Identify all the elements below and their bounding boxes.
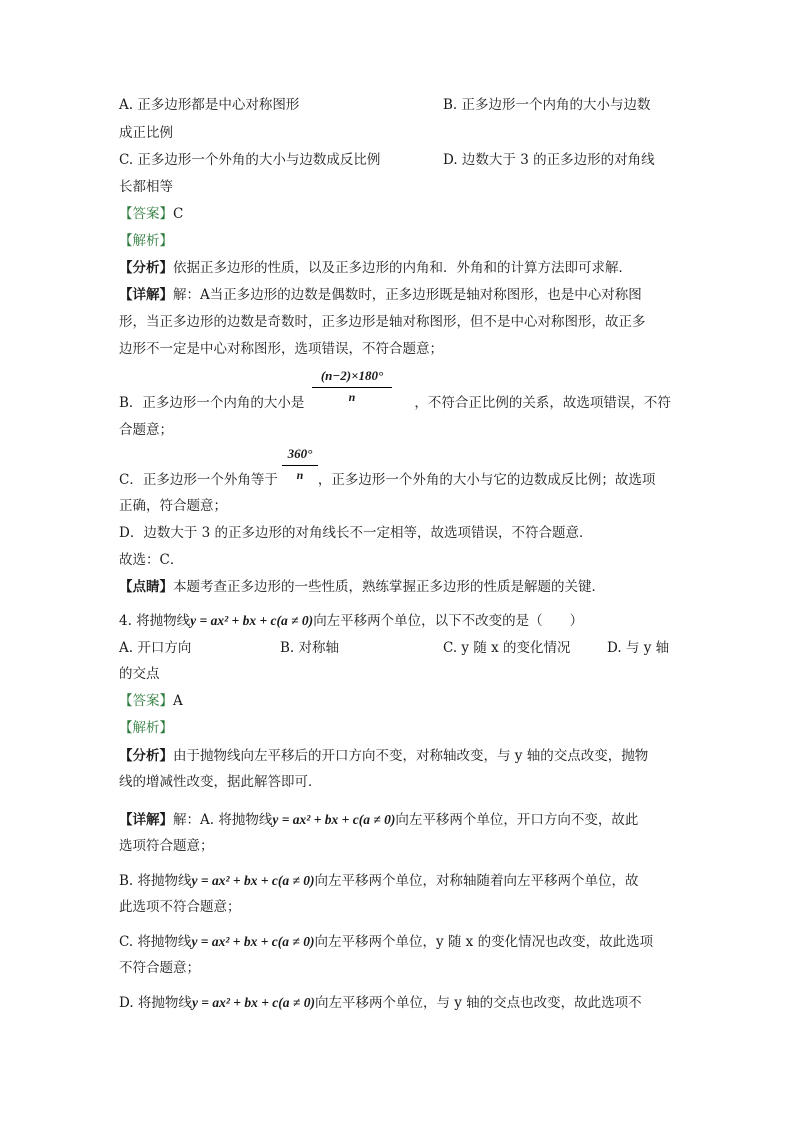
- q4-option-d-cont: 的交点: [119, 666, 160, 682]
- q4-option-a: A. 开口方向: [119, 640, 192, 656]
- q3-answer-line: [119, 205, 183, 223]
- q3-xiangjie-3: 边形不一定是中心对称图形，选项错误，不符合题意；: [119, 341, 443, 357]
- q3-b-explain-2: 合题意；: [119, 422, 173, 438]
- q4-analysis-tag: 【解析】: [119, 720, 173, 736]
- q4-xiangjie-c: C. 将抛物线y = ax² + bx + c(a ≠ 0)向左平移两个单位，y 随 x 的变化情况也改变，故此选项: [119, 934, 654, 950]
- q3-option-b-cont: 成正比例: [119, 125, 173, 141]
- q3-fenxi: 【分析】依据正多边形的性质，以及正多边形的内角和．外角和的计算方法即可求解．: [119, 260, 632, 276]
- q3-b-explain: B．正多边形一个内角的大小是 ，不符合正比例的关系，故选项错误，不符: [119, 395, 671, 411]
- q4-answer: A: [173, 693, 183, 709]
- q3-conclusion: 故选：C．: [119, 552, 184, 568]
- fraction-numerator: 360°: [287, 446, 313, 461]
- q3-dianjing: 【点睛】本题考查正多边形的一些性质，熟练掌握正多边形的性质是解题的关键．: [119, 579, 605, 595]
- q4-option-d: D. 与 y 轴: [607, 640, 670, 656]
- q3-option-a: A. 正多边形都是中心对称图形: [119, 97, 300, 113]
- q4-xiangjie-d: D. 将抛物线y = ax² + bx + c(a ≠ 0)向左平移两个单位，与 y 轴的交点也改变，故此选项不: [119, 995, 642, 1011]
- q4-option-b: B. 对称轴: [280, 640, 340, 656]
- fraction-denominator: n: [348, 390, 356, 404]
- q3-d-explain: D．边数大于 3 的正多边形的对角线长不一定相等，故选项错误，不符合题意．: [119, 525, 593, 541]
- q3-xiangjie: 【详解】解：A当正多边形的边数是偶数时，正多边形既是轴对称图形，也是中心对称图: [119, 287, 642, 303]
- parabola-formula: y = ax² + bx + c(a ≠ 0): [191, 934, 315, 949]
- q3-option-d: D. 边数大于 3 的正多边形的对角线: [443, 152, 655, 168]
- fraction-denominator: n: [296, 468, 304, 482]
- q3-analysis-tag: 【解析】: [119, 233, 173, 249]
- q4-answer-line: 【答案】A: [119, 693, 183, 709]
- outer-angle-fraction: [282, 446, 318, 483]
- q3-c-explain-2: 正确，符合题意；: [119, 498, 227, 514]
- q4-option-c: C. y 随 x 的变化情况: [443, 640, 571, 656]
- answer-tag: 【答案】: [119, 206, 173, 222]
- q4-fenxi: 【分析】由于抛物线向左平移后的开口方向不变，对称轴改变，与 y 轴的交点改变，抛物: [119, 748, 649, 764]
- parabola-formula: y = ax² + bx + c(a ≠ 0): [190, 613, 314, 628]
- q3-answer: C: [173, 206, 184, 222]
- inner-angle-fraction: [312, 368, 392, 405]
- q3-option-c: C. 正多边形一个外角的大小与边数成反比例: [119, 152, 381, 168]
- q4-fenxi-2: 线的增减性改变，据此解答即可．: [119, 774, 322, 790]
- q3-xiangjie-2: 形，当正多边形的边数是奇数时，正多边形是轴对称图形，但不是中心对称图形，故正多: [119, 314, 646, 330]
- q4-stem: 4. 将抛物线y = ax² + bx + c(a ≠ 0)向左平移两个单位，以下不改变的是（ ）: [119, 613, 584, 629]
- q4-xiangjie-b-2: 此选项不符合题意；: [119, 899, 241, 915]
- q4-xiangjie-c-2: 不符合题意；: [119, 960, 200, 976]
- q3-c-explain: C．正多边形一个外角等于 ，正多边形一个外角的大小与它的边数成反比例；故选项: [119, 472, 656, 488]
- q4-xiangjie-a: 【详解】解：A. 将抛物线y = ax² + bx + c(a ≠ 0)向左平移两个单位，开口方向不变，故此: [119, 812, 639, 828]
- q3-option-b: B. 正多边形一个内角的大小与边数: [443, 97, 651, 113]
- parabola-formula: y = ax² + bx + c(a ≠ 0): [272, 812, 396, 827]
- parabola-formula: y = ax² + bx + c(a ≠ 0): [191, 873, 315, 888]
- q4-xiangjie-b: B. 将抛物线y = ax² + bx + c(a ≠ 0)向左平移两个单位，对称轴随着向左平移两个单位，故: [119, 873, 639, 889]
- fraction-numerator: (n−2)×180°: [320, 368, 384, 383]
- parabola-formula: y = ax² + bx + c(a ≠ 0): [191, 995, 315, 1010]
- q3-option-d-cont: 长都相等: [119, 179, 173, 195]
- q4-xiangjie-a-2: 选项符合题意；: [119, 838, 214, 854]
